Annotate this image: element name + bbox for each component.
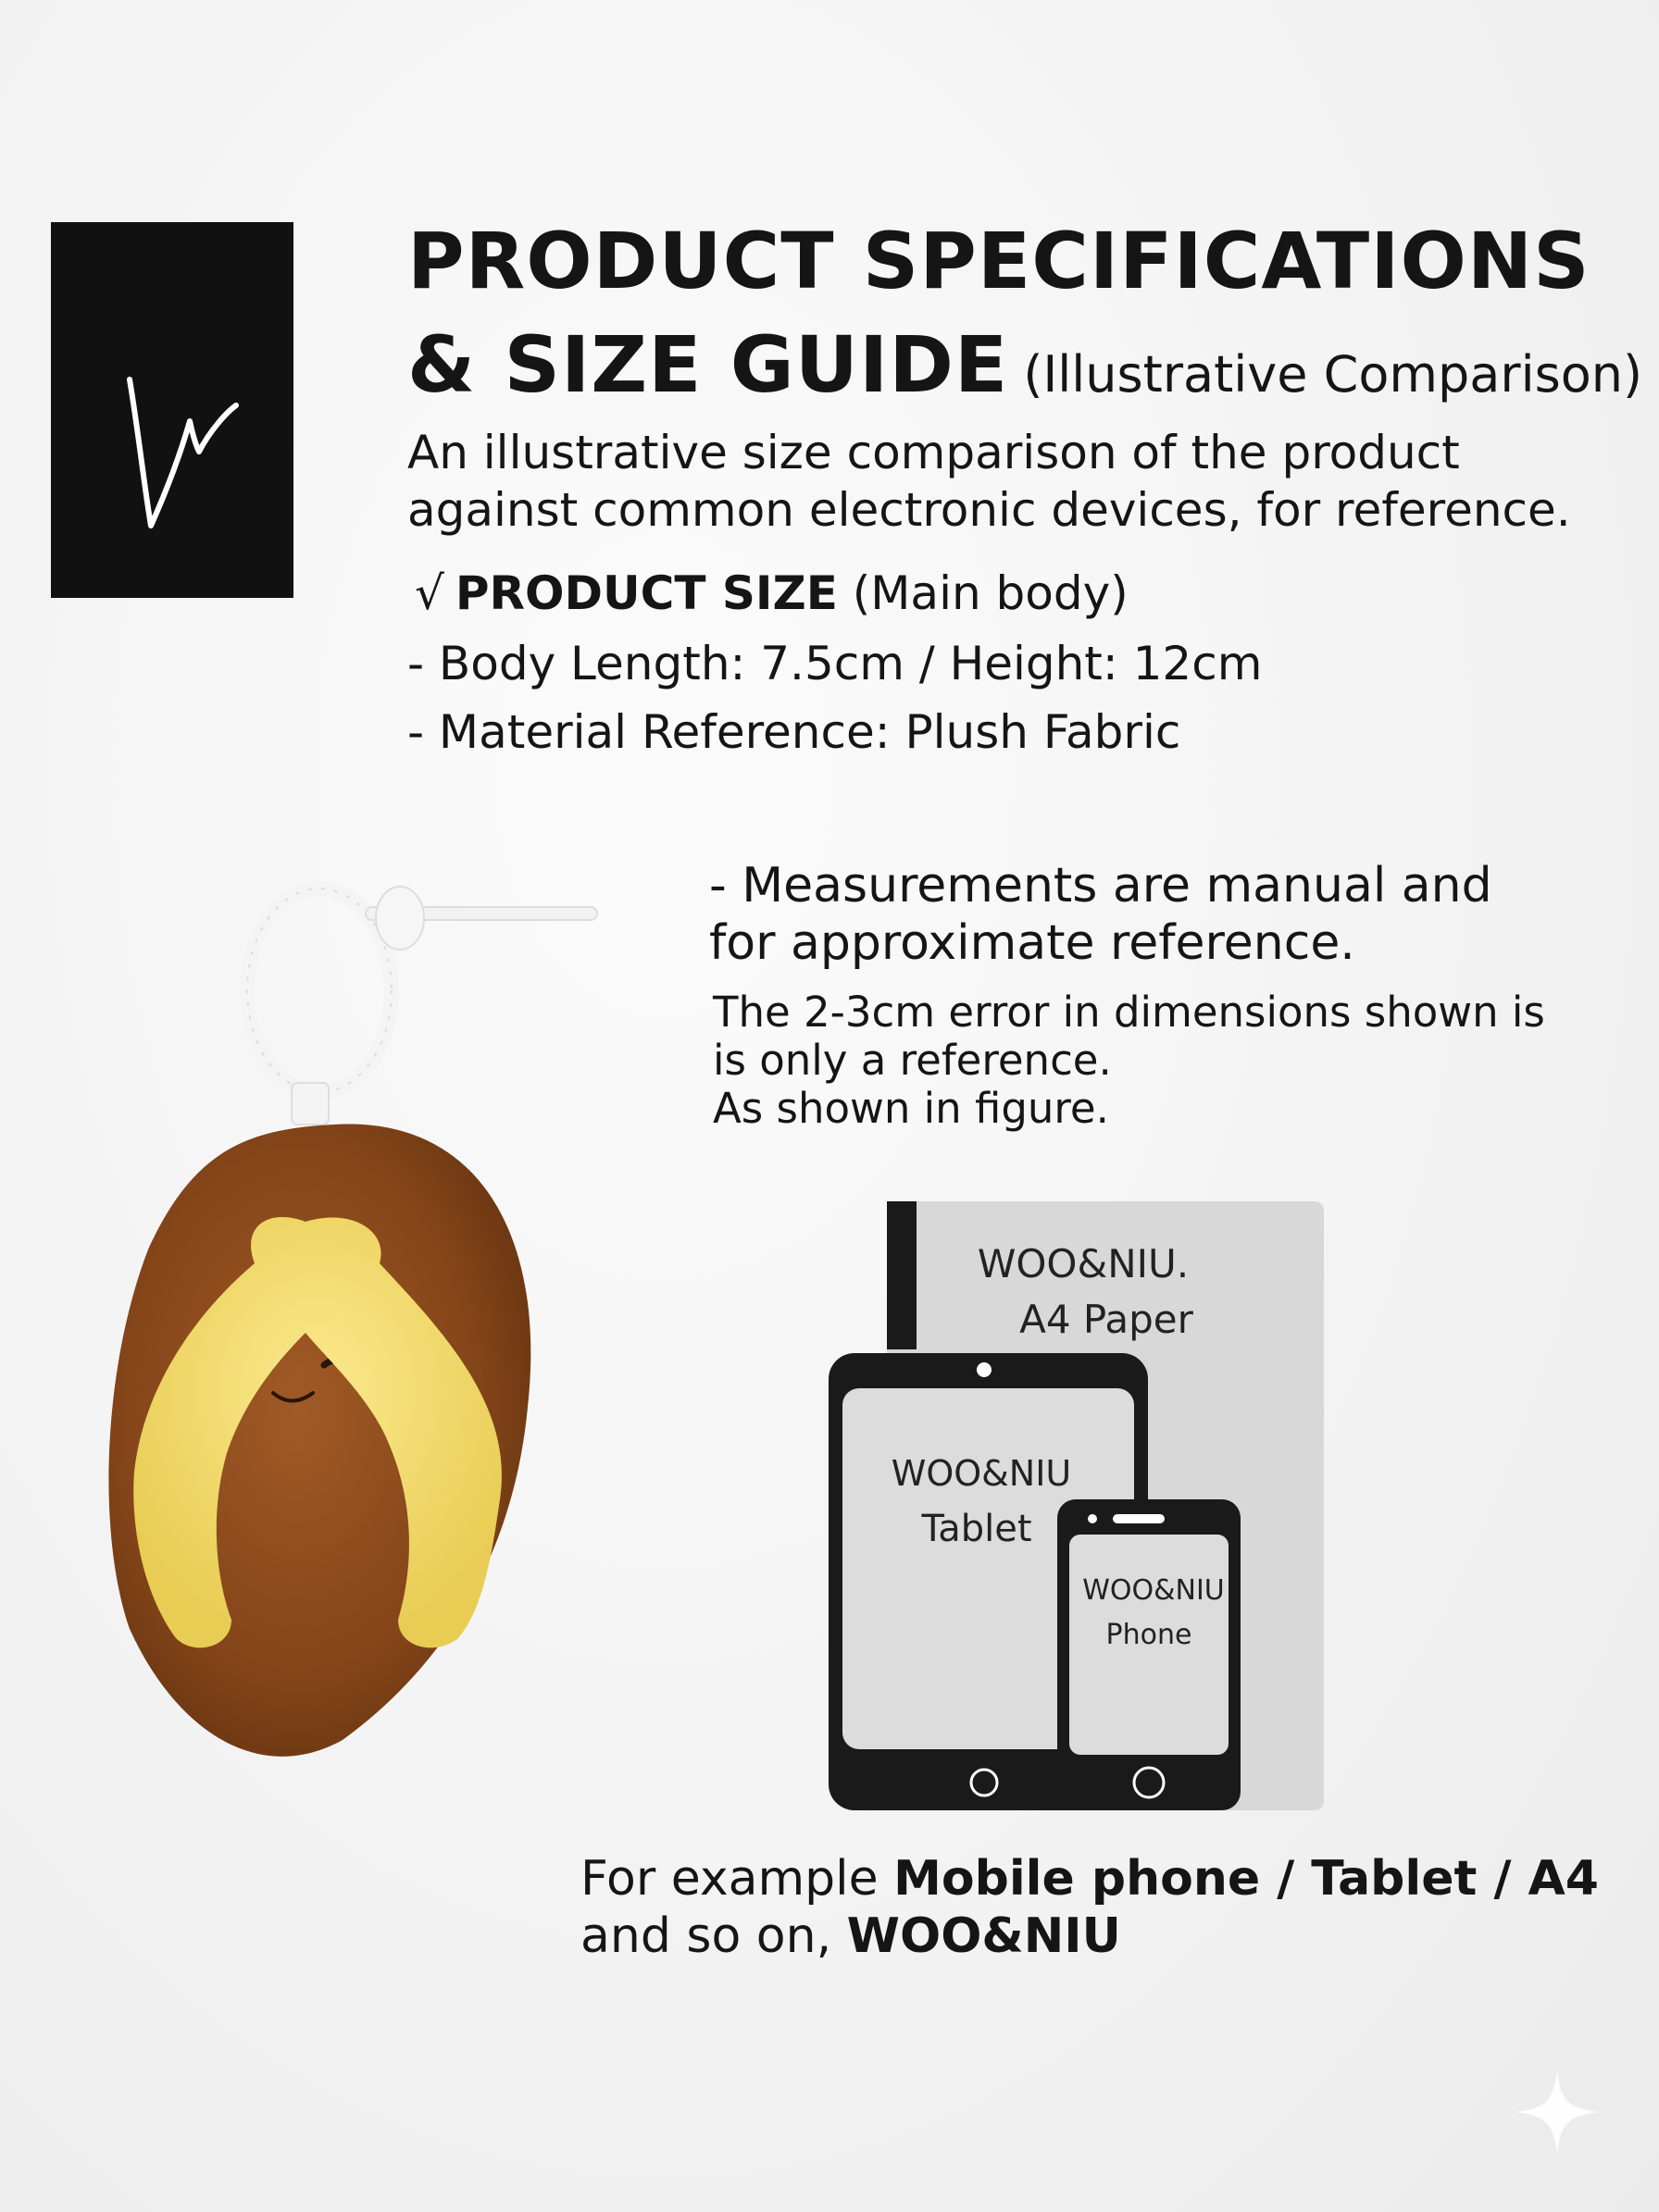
- title-main: & SIZE GUIDE: [407, 319, 1009, 410]
- intro-paragraph: An illustrative size comparison of the product against common electronic devices, for reference.: [407, 426, 1571, 537]
- phone-device: [1057, 1499, 1241, 1810]
- footer-devices: Mobile phone / Tablet / A4: [893, 1851, 1599, 1907]
- tablet-label: Tablet: [921, 1508, 1032, 1550]
- sparkle-icon: [1511, 2066, 1603, 2158]
- page-title-line2: [407, 319, 1643, 410]
- error-note-line2: is only a reference.: [713, 1036, 1112, 1085]
- footer-brand: WOO&NIU: [846, 1908, 1121, 1964]
- phone-brand: WOO&NIU: [1082, 1574, 1225, 1607]
- footer-line1: [580, 1851, 1599, 1907]
- footer-prefix: For example: [580, 1851, 894, 1907]
- error-note: [713, 988, 1546, 1133]
- product-size-qualifier: (Main body): [852, 566, 1129, 620]
- product-image: [93, 851, 648, 1805]
- device-comparison-illustration: [815, 1194, 1333, 1814]
- tablet-camera-icon: [977, 1362, 992, 1377]
- spec-material: - Material Reference: Plush Fabric: [407, 705, 1181, 759]
- paper-brand: WOO&NIU.: [977, 1241, 1190, 1286]
- tablet-brand: WOO&NIU: [891, 1453, 1072, 1494]
- check-icon: √: [415, 566, 444, 620]
- error-note-line1: The 2-3cm error in dimensions shown is: [713, 988, 1545, 1037]
- product-size-heading: [415, 566, 1129, 620]
- footer-line2-prefix: and so on,: [580, 1908, 847, 1964]
- phone-speaker-icon: [1113, 1514, 1165, 1523]
- phone-camera-icon: [1088, 1514, 1097, 1523]
- keychain-loop: [247, 887, 597, 1125]
- phone-label: Phone: [1105, 1619, 1192, 1651]
- measurement-note: - Measurements are manual and for approximate reference.: [709, 858, 1492, 971]
- error-note-line3: As shown in figure.: [713, 1084, 1109, 1133]
- product-size-label: PRODUCT SIZE: [455, 566, 838, 620]
- brand-logo: [51, 222, 293, 598]
- paper-label: A4 Paper: [1019, 1297, 1193, 1342]
- title-subtitle: (Illustrative Comparison): [1023, 345, 1643, 404]
- page-title-line1: PRODUCT SPECIFICATIONS: [407, 216, 1590, 306]
- logo-mark-icon: [51, 222, 293, 598]
- spec-dimensions: - Body Length: 7.5cm / Height: 12cm: [407, 637, 1263, 690]
- footer-line2: [580, 1908, 1121, 1964]
